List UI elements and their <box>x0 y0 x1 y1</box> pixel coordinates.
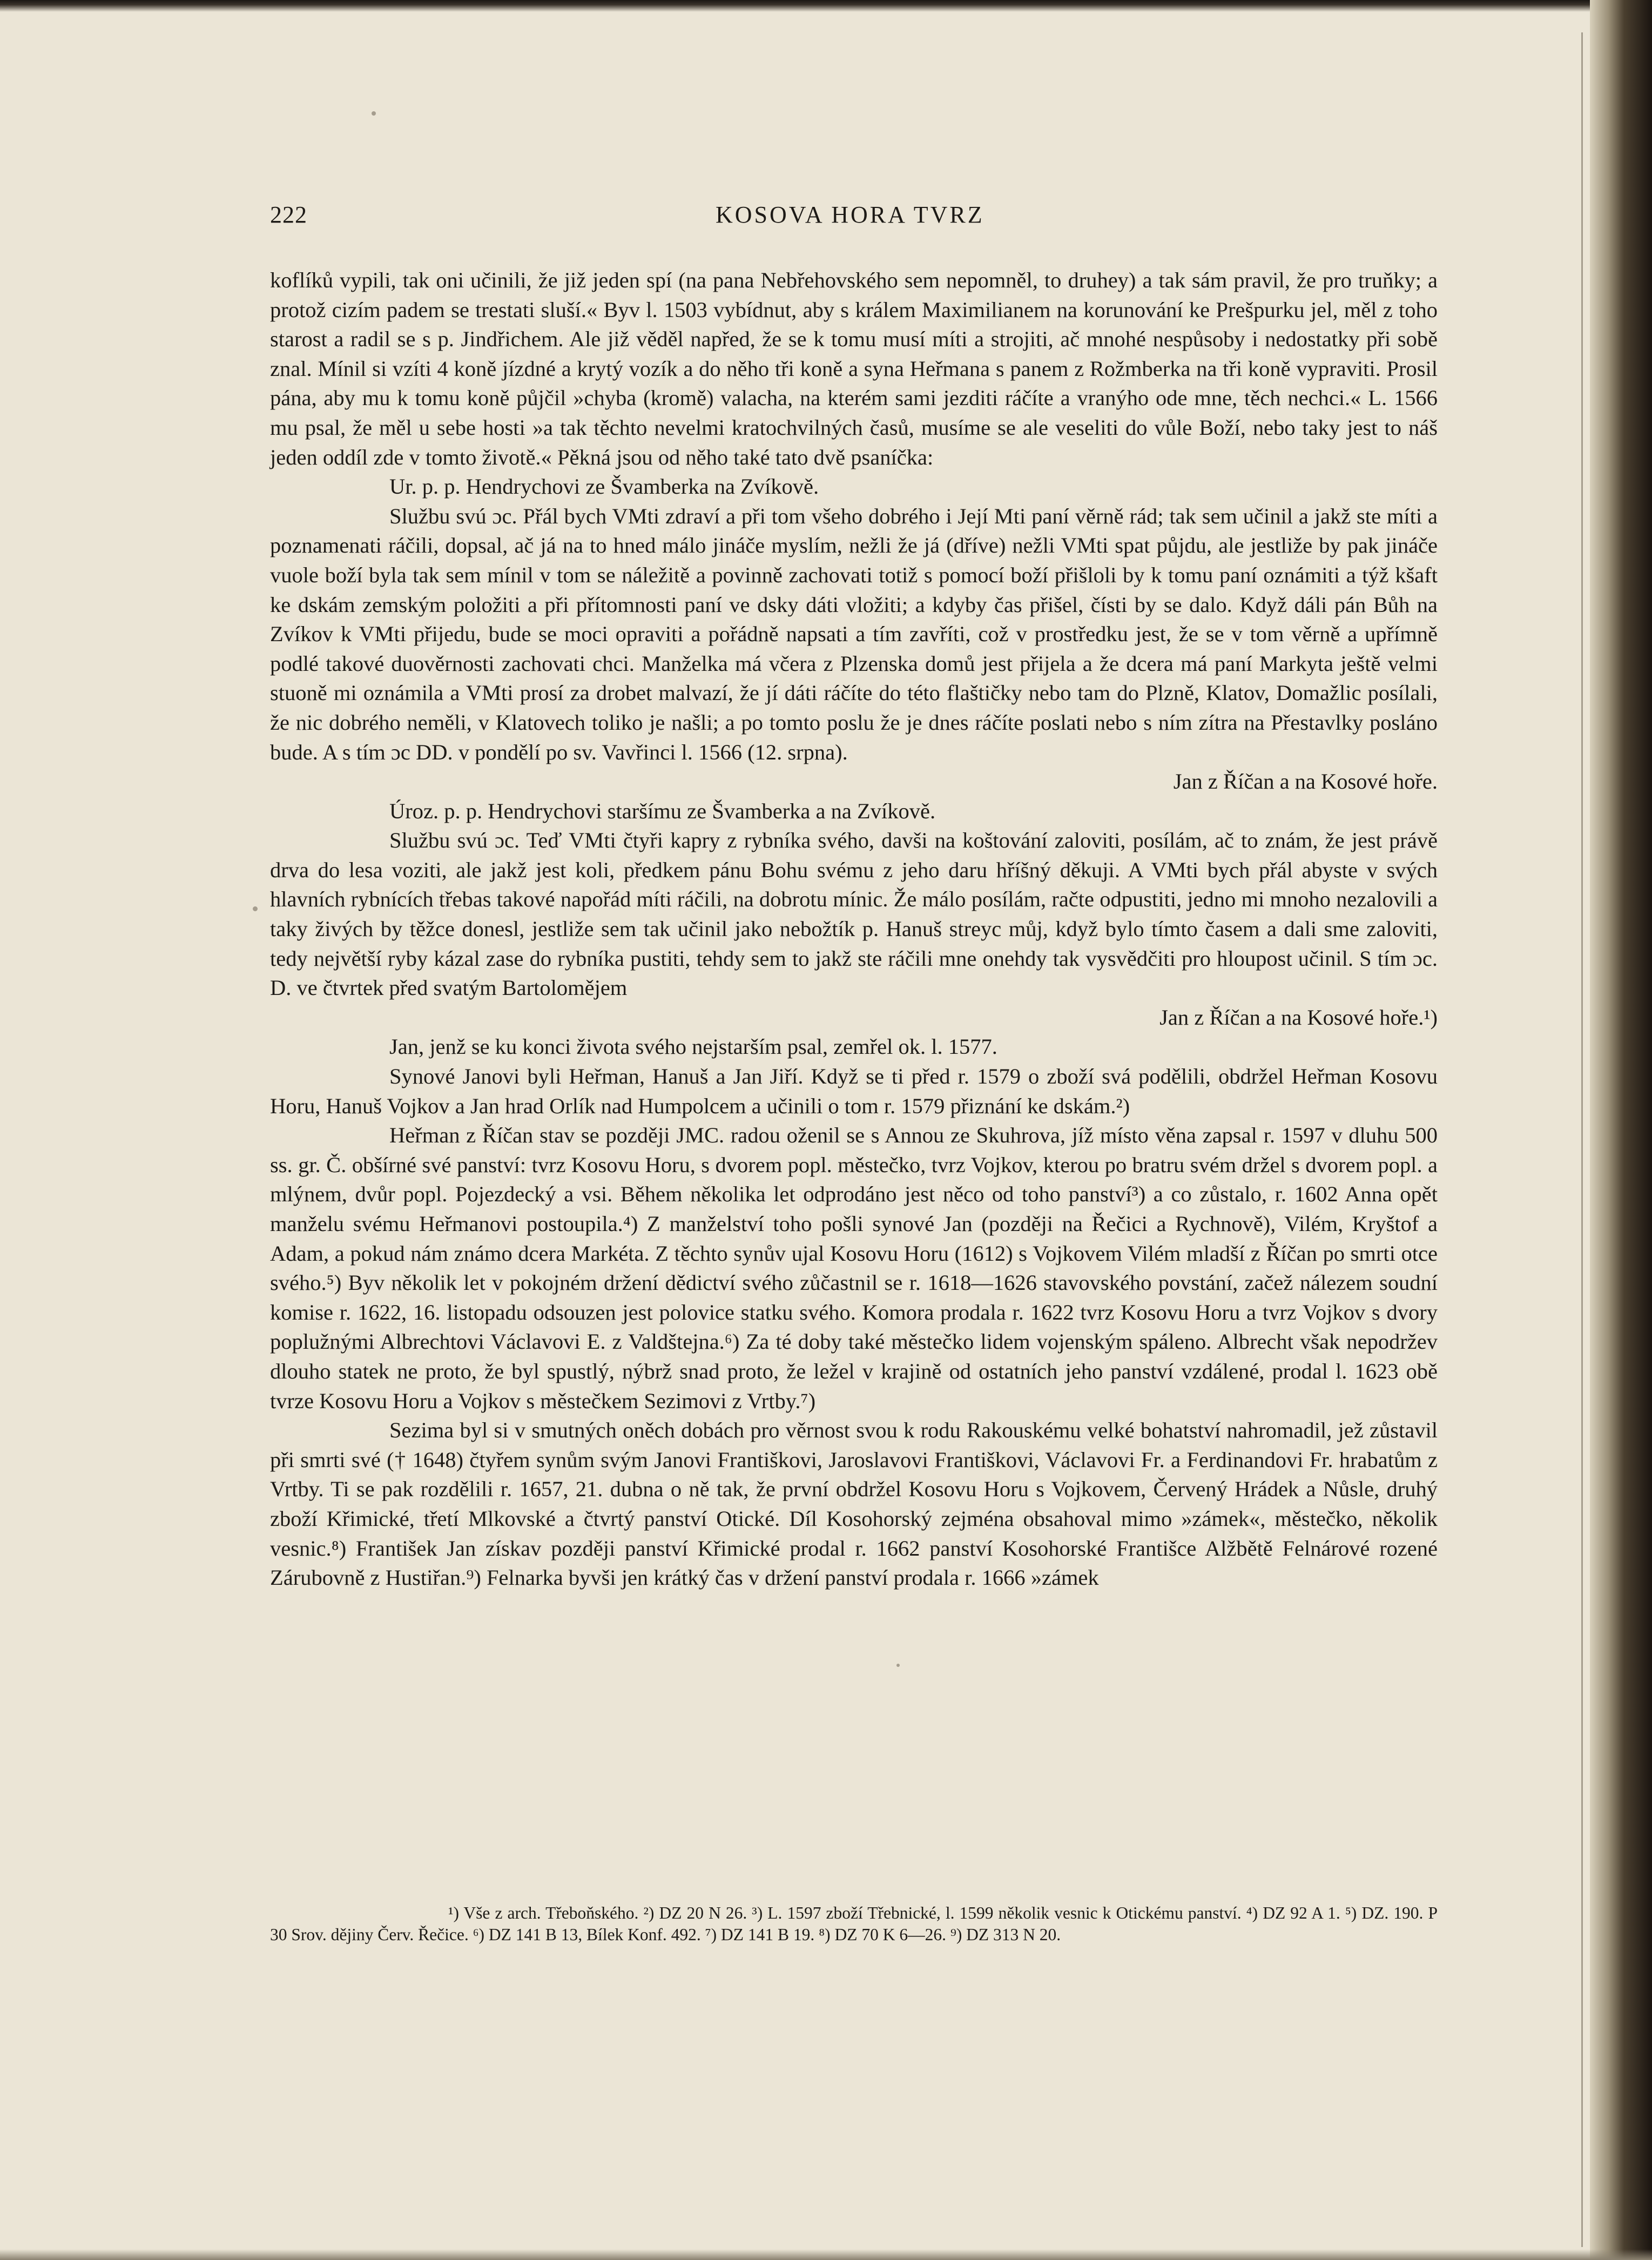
scan-speck <box>896 1664 900 1667</box>
book-spine-shadow <box>1590 0 1652 2260</box>
letter-address-2: Úroz. p. p. Hendrychovi staršímu ze Švamberka a na Zvíkově. <box>389 798 936 823</box>
paragraph-sons: Synové Janovi byli Heřman, Hanuš a Jan Jiří. Když se ti před r. 1579 o zboží svá podělili, obdržel Heřman Kosovu Horu, Hanuš Vojkov a Jan hrad Orlík nad Humpolcem a učinili o tom r. 1579 přiznání ke dskám.²) <box>270 1064 1438 1118</box>
paragraph-death: Jan, jenž se ku konci života svého nejstarším psal, zemřel ok. l. 1577. <box>389 1034 997 1059</box>
scan-speck <box>372 111 376 116</box>
running-title: KOSOVA HORA TVRZ <box>716 201 985 228</box>
footnote-text: ¹) Vše z arch. Třeboňského. ²) DZ 20 N 26. ³) L. 1597 zboží Třebnické, l. 1599 několik vesnic k Otickému panství. ⁴) DZ 92 A 1. ⁵) DZ. 190. P 30 Srov. dějiny Červ. Řečice. ⁶) DZ 141 B 13, Bílek Konf. 492. ⁷) DZ 141 B 19. ⁸) DZ 70 K 6—26. ⁹) DZ 313 N 20. <box>270 1903 1438 1944</box>
paragraph-sezima: Sezima byl si v smutných oněch dobách pro věrnost svou k rodu Rakouskému velké bohatství nahromadil, jež zůstavil při smrti své († 1648) čtyřem synům svým Janovi Františkovi, Jaroslavovi Františkovi, Václavovi Fr. a Ferdinandovi Fr. hrabatům z Vrtby. Ti se pak rozdělili r. 1657, 21. dubna o ně tak, že první obdržel Kosovu Horu s Vojkovem, Červený Hrádek a Nůsle, druhý zboží Křimické, třetí Mlkovské a čtvrtý panství Otické. Díl Kosohorský zejména obsahoval mimo »zámek«, městečko, několik vesnic.⁸) František Jan získav později panství Křimické prodal r. 1662 panství Kosohorské Františce Alžbětě Felnárové rozené Zárubovně z Hustiřan.⁹) Felnarka byvši jen krátký čas v držení panství prodala r. 1666 »zámek <box>270 1418 1438 1590</box>
letter-signature-1: Jan z Říčan a na Kosové hoře. <box>1173 769 1438 794</box>
paragraph-herman: Heřman z Říčan stav se později JMC. radou oženil se s Annou ze Skuhrova, jíž místo věna zapsal r. 1597 v dluhu 500 ss. gr. Č. obšírné své panství: tvrz Kosovu Horu, s dvorem popl. městečko, tvrz Vojkov, kterou po bratru svém držel s dvorem popl. a mlýnem, dvůr popl. Pojezdecký a vsi. Během několika let odprodáno jest něco od toho panství³) a co zůstalo, r. 1602 Anna opět manželu svému Heřmanovi postoupila.⁴) Z manželství toho pošli synové Jan (později na Řečici a Rychnově), Vilém, Kryštof a Adam, a pokud nám známo dcera Markéta. Z těchto synův ujal Kosovu Horu (1612) s Vojkovem Vilém mladší z Říčan po smrti otce svého.⁵) Byv několik let v pokojném držení dědictví svého zůčastnil se r. 1618—1626 stavovského povstání, začež nálezem soudní komise r. 1622, 16. listopadu odsouzen jest polovice statku svého. Komora prodala r. 1622 tvrz Kosovu Horu a tvrz Vojkov s dvory poplužnými Albrechtovi Václavovi E. z Valdštejna.⁶) Za té doby také městečko lidem vojenským spáleno. Albrecht však nepodržev dlouho statek ne proto, že byl spustlý, nýbrž snad proto, že ležel v krajině od ostatních jeho panství vzdálené, prodal l. 1623 obě tvrze Kosovu Horu a Vojkov s městečkem Sezimovi z Vrtby.⁷) <box>270 1123 1438 1413</box>
body-text <box>270 266 1438 1593</box>
letter-address-1: Ur. p. p. Hendrychovi ze Švamberka na Zvíkově. <box>389 474 819 499</box>
letter-signature-2: Jan z Říčan a na Kosové hoře.¹) <box>1159 1005 1438 1030</box>
top-edge-shadow <box>0 0 1652 12</box>
scan-speck <box>253 906 258 911</box>
letter-body-2: Službu svú ɔc. Teď VMti čtyři kapry z rybníka svého, davši na koštování zaloviti, posílám, ač to znám, že jest právě drva do lesa voziti, ale jakž jest koli, předkem pánu Bohu svému z jeho daru hříšný děkuji. A VMti bych přál abyste v svých hlavních rybnících třebas takové napořád míti ráčili, na dobrotu mínic. Že málo posílám, račte odpustiti, jedno mi mnoho nezalovili a taky živých by těžce donesl, jestliže sem tak učinil jako nebožtík p. Hanuš streyc můj, když bylo tímto časem a dali sme zaloviti, tedy největší ryby kázal zase do rybníka pustiti, tehdy sem to jakž ste ráčili mne onehdy tak vysvědčiti pro hloupost učinil. S tím ɔc. D. ve čtvrtek před svatým Bartolomějem <box>270 828 1438 1000</box>
bottom-edge-shadow <box>0 2249 1652 2260</box>
paragraph-continued: koflíků vypili, tak oni učinili, že již jeden spí (na pana Nebřehovského sem nepomněl, to druhey) a tak sám pravil, že pro truňky; a protož cizím padem se trestati sluší.« Byv l. 1503 vybídnut, aby s králem Maximilianem na korunování ke Prešpurku jel, měl z toho starost a radil se s p. Jindřichem. Ale již věděl napřed, že se k tomu musí míti a strojiti, ač mnohé nespůsoby i nedostatky při sobě znal. Mínil si vzíti 4 koně jízdné a krytý vozík a do něho tři koně a syna Heřmana s panem z Rožmberka na tři koně vypraviti. Prosil pána, aby mu k tomu koně půjčil »chyba (kromě) valacha, na kterém sami jezditi ráčíte a vranýho ode mne, těch nechci.« L. 1566 mu psal, že měl u sebe hosti »a tak těchto nevelmi kratochvilných časů, musíme se ale veseliti do vůle Boží, nebo taky jest to náš jeden oddíl zde v tomto životě.« Pěkná jsou od něho také tato dvě psaníčka: <box>270 268 1438 469</box>
footnotes <box>270 1902 1438 1946</box>
page-header <box>270 201 1437 233</box>
page-number: 222 <box>270 201 307 228</box>
binding-line <box>1581 32 1583 2247</box>
letter-body-1: Službu svú ɔc. Přál bych VMti zdraví a při tom všeho dobrého i Její Mti paní věrně rád; tak sem učinil a jakž ste míti a poznamenati ráčili, dopsal, ač já na to hned málo jináče myslím, nežli že já (dříve) nežli VMti spat půjdu, ale jestliže by pak jináče vuole boží byla tak sem mínil v tom se náležitě a povinně zachovati totiž s pomocí boží přišloli by k tomu paní oznámiti a týž kšaft ke dskám zemským položiti a při přítomnosti paní ve dsky dáti vložiti; a kdyby čas přišel, čísti by se dalo. Když dáli pán Bůh na Zvíkov k VMti přijedu, bude se moci opraviti a pořádně napsati a tím zavříti, což v prostředku jest, že se v tom věrně a upřímně podlé takové duověrnosti zachovati chci. Manželka má včera z Plzenska domů jest přijela a že dcera má paní Markyta ještě velmi stuoně mi oznámila a VMti prosí za drobet malvazí, že jí dáti ráčíte do této flaštičky nebo tam do Plzně, Klatov, Domažlic posílali, že nic dobrého neměli, v Klatovech toliko je našli; a po tomto poslu že je dnes ráčíte poslati nebo s ním zítra na Přestavlky posláno bude. A s tím ɔc DD. v pondělí po sv. Vavřinci l. 1566 (12. srpna). <box>270 503 1438 764</box>
